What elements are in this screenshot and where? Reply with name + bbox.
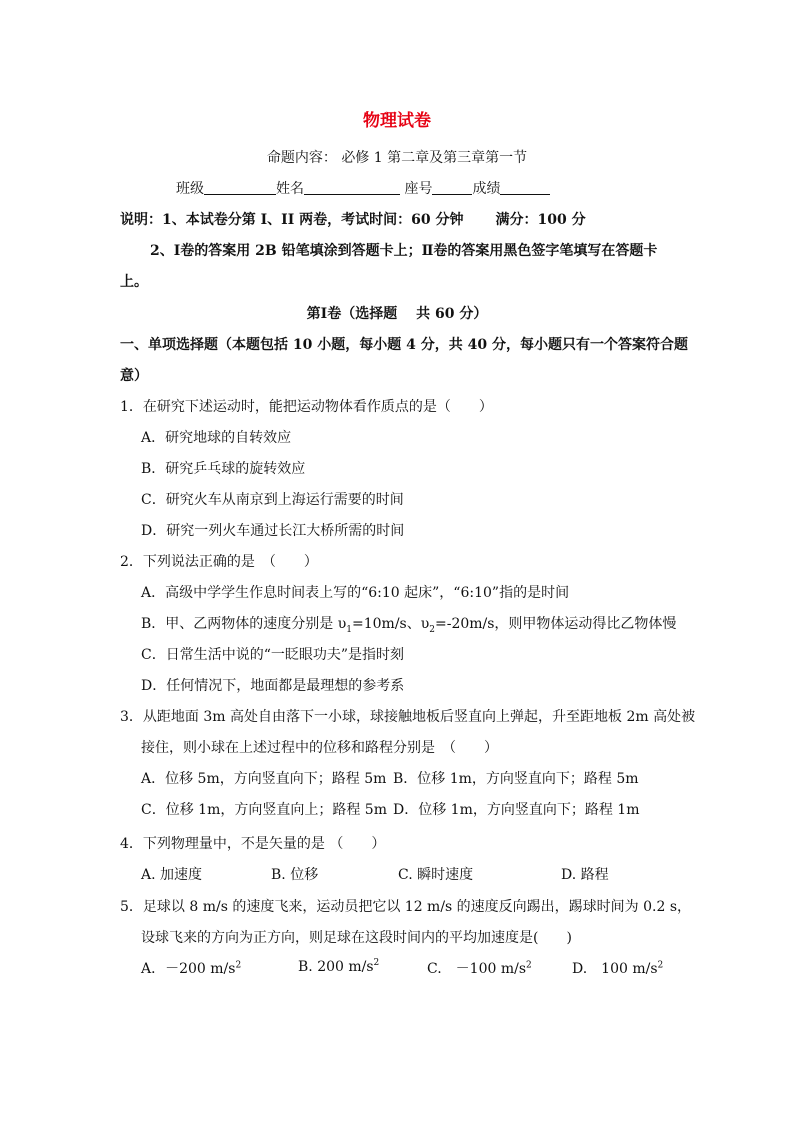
question-3-stem: 3．从距地面 3m 高处自由落下一小球，球接触地板后竖直向上弹起，升至距地板 2m 高处被 [120,709,696,725]
option-b-text: B．甲、乙两物体的速度分别是 [141,616,338,632]
question-5-option-a[interactable]: A．－200 $m/s^2$ [141,960,242,977]
content-label: 命题内容： [266,150,337,166]
question-4-options [141,864,609,884]
section-title: 第Ⅰ卷（选择题 共 60 分） [306,306,488,322]
note-line-2: 2、Ⅰ卷的答案用 2B 铅笔填涂到答题卡上；Ⅱ卷的答案用黑色签字笔填写在答题卡 [150,243,658,259]
question-4-option-c[interactable]: C. 瞬时速度 [398,867,474,883]
option-b-mid: =10m/s、 [352,616,421,632]
question-3-option-b[interactable]: B．位移 1m，方向竖直向下；路程 5m [393,771,639,787]
question-3-option-c[interactable]: C．位移 1m，方向竖直向上；路程 5m [141,802,387,818]
question-5-option-b[interactable]: B. 200 $m/s^2$ [298,958,380,975]
name-label: 姓名 [276,181,304,197]
section-heading-cont: 意） [120,368,148,384]
question-4-option-a[interactable]: A. 加速度 [141,867,203,883]
page-title: 物理试卷 [363,111,431,131]
seat-blank[interactable] [432,180,472,195]
section-heading: 一、单项选择题（本题包括 10 小题，每小题 4 分，共 40 分，每小题只有一个答案符合题 [120,337,688,353]
score-blank[interactable] [500,180,550,195]
name-blank[interactable] [304,180,400,195]
question-5-options [141,958,663,978]
note-line-1 [120,209,586,229]
seat-label: 座号 [404,181,433,197]
question-2-option-d[interactable]: D．任何情况下，地面都是最理想的参考系 [141,678,405,694]
question-5-stem-cont: 设球飞来的方向为正方向，则足球在这段时间内的平均加速度是( ) [141,930,572,946]
note-text: 说明：1、本试卷分第 I、II 两卷，考试时间：60 分钟 [120,212,464,228]
question-2-option-a[interactable]: A．高级中学学生作息时间表上写的“6:10 起床”，“6:10”指的是时间 [141,585,570,601]
question-2-stem: 2．下列说法正确的是 （ ） [120,554,318,570]
question-3-stem-cont: 接住，则小球在上述过程中的位移和路程分别是 （ ） [141,740,498,756]
velocity-symbol: υ [420,616,430,632]
question-3-options-row-1 [141,768,639,788]
question-3-options-row-2 [141,799,640,819]
velocity-symbol: υ [337,616,347,632]
class-blank[interactable] [204,180,276,195]
option-b-post: =-20m/s，则甲物体运动得比乙物体慢 [434,616,677,632]
question-3-option-d[interactable]: D．位移 1m，方向竖直向下；路程 1m [393,802,640,818]
question-3-option-a[interactable]: A．位移 5m，方向竖直向下；路程 5m [141,771,387,787]
question-5-stem: 5．足球以 8 m/s 的速度飞来，运动员把它以 12 m/s 的速度反向踢出，踢球时间为 0.2 s， [120,899,692,915]
question-4-stem: 4．下列物理量中，不是矢量的是 （ ） [120,836,386,852]
class-label: 班级 [176,181,204,197]
score-label: 成绩 [472,181,501,197]
question-4-option-b[interactable]: B. 位移 [271,867,319,883]
note-line-3: 上。 [120,274,148,290]
question-1-option-c[interactable]: C．研究火车从南京到上海运行需要的时间 [141,492,404,508]
question-5-option-c[interactable]: C. －100 $m/s^2$ [427,960,532,977]
exam-content [0,147,794,167]
subscript-2: 2 [429,624,435,635]
question-1-option-d[interactable]: D．研究一列火车通过长江大桥所需的时间 [141,523,405,539]
question-1-stem: 1．在研究下述运动时，能把运动物体看作质点的是（ ） [120,399,493,415]
student-info [176,178,550,198]
full-score: 满分：100 分 [495,212,586,228]
subscript-1: 1 [346,624,352,635]
question-1-option-b[interactable]: B．研究乒乓球的旋转效应 [141,461,306,477]
question-2-option-b[interactable] [141,613,676,635]
content-value: 必修 1 第二章及第三章第一节 [341,150,528,166]
question-5-option-d[interactable]: D. 100 $m/s^2$ [572,960,664,977]
question-1-option-a[interactable]: A．研究地球的自转效应 [141,430,292,446]
question-2-option-c[interactable]: C．日常生活中说的“一眨眼功夫”是指时刻 [141,647,405,663]
question-4-option-d[interactable]: D. 路程 [561,867,609,883]
